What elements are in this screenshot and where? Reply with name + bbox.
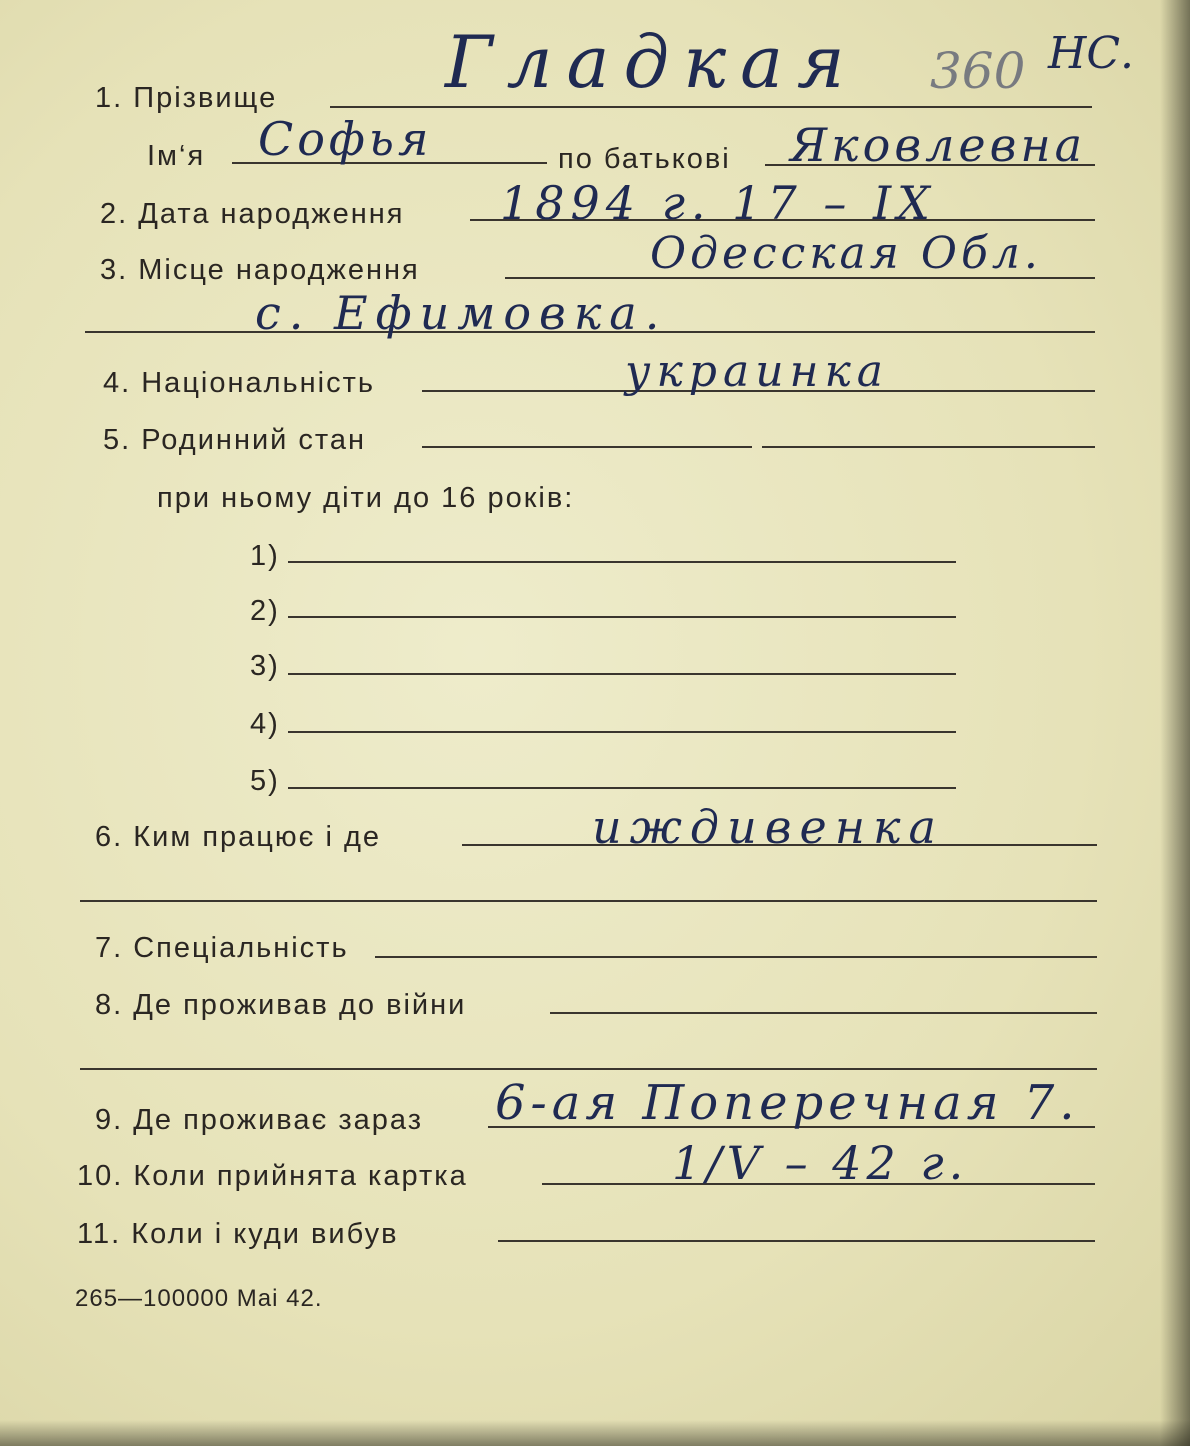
underline-departed <box>498 1240 1095 1242</box>
label-children: при ньому діти до 16 років: <box>157 482 575 514</box>
page-bottom-shadow <box>0 1420 1190 1446</box>
label-patronymic: по батькові <box>558 143 731 175</box>
underline-child-1 <box>288 561 956 563</box>
label-specialty: 7. Спеціальність <box>95 932 349 964</box>
label-prewar-residence: 8. Де проживав до війни <box>95 989 467 1021</box>
label-card-accepted: 10. Коли прийнята картка <box>77 1160 468 1192</box>
label-nationality: 4. Національність <box>103 367 376 399</box>
underline-child-4 <box>288 731 956 733</box>
underline-child-2 <box>288 616 956 618</box>
hw-archive-number: 360 <box>930 42 1026 100</box>
hw-patronymic: Яковлевна <box>790 118 1087 172</box>
underline-child-5 <box>288 787 956 789</box>
underline-child-3 <box>288 673 956 675</box>
child-5-label: 5) <box>250 765 280 797</box>
label-current-residence: 9. Де проживає зараз <box>95 1104 424 1136</box>
hw-first-name: Софья <box>258 112 433 166</box>
label-departed: 11. Коли і куди вибув <box>77 1218 399 1250</box>
underline-prewar-residence <box>550 1012 1097 1014</box>
hw-card-date: 1/V – 42 г. <box>672 1136 969 1190</box>
hw-birth-place-1: Одесская Обл. <box>650 228 1042 279</box>
page-edge-shadow <box>1160 0 1190 1446</box>
child-1-label: 1) <box>250 540 280 572</box>
child-3-label: 3) <box>250 650 280 682</box>
label-birth-place: 3. Місце народження <box>100 254 420 286</box>
underline-family-status-b <box>762 446 1095 448</box>
hw-birth-place-2: с. Ефимовка. <box>255 286 668 340</box>
child-2-label: 2) <box>250 595 280 627</box>
print-code: 265—100000 Mai 42. <box>75 1285 323 1312</box>
hw-birth-date: 1894 г. 17 – IX <box>500 176 936 230</box>
child-4-label: 4) <box>250 708 280 740</box>
label-family-status: 5. Родинний стан <box>103 424 367 456</box>
hw-nationality: украинка <box>625 346 890 397</box>
underline-specialty <box>375 956 1097 958</box>
hw-occupation: иждивенка <box>592 800 944 854</box>
label-first-name: Ім‘я <box>147 140 206 172</box>
underline-family-status-a <box>422 446 752 448</box>
hw-archive-suffix: НС. <box>1048 28 1135 79</box>
label-occupation: 6. Ким працює і де <box>95 821 382 853</box>
label-surname: 1. Прізвище <box>95 82 278 114</box>
hw-current-address: 6-ая Поперечная 7. <box>495 1075 1080 1131</box>
label-birth-date: 2. Дата народження <box>100 198 405 230</box>
underline-occupation-2 <box>80 900 1097 902</box>
underline-prewar-residence-2 <box>80 1068 1097 1070</box>
hw-surname: Гладкая <box>445 20 859 104</box>
underline-surname <box>330 106 1092 108</box>
